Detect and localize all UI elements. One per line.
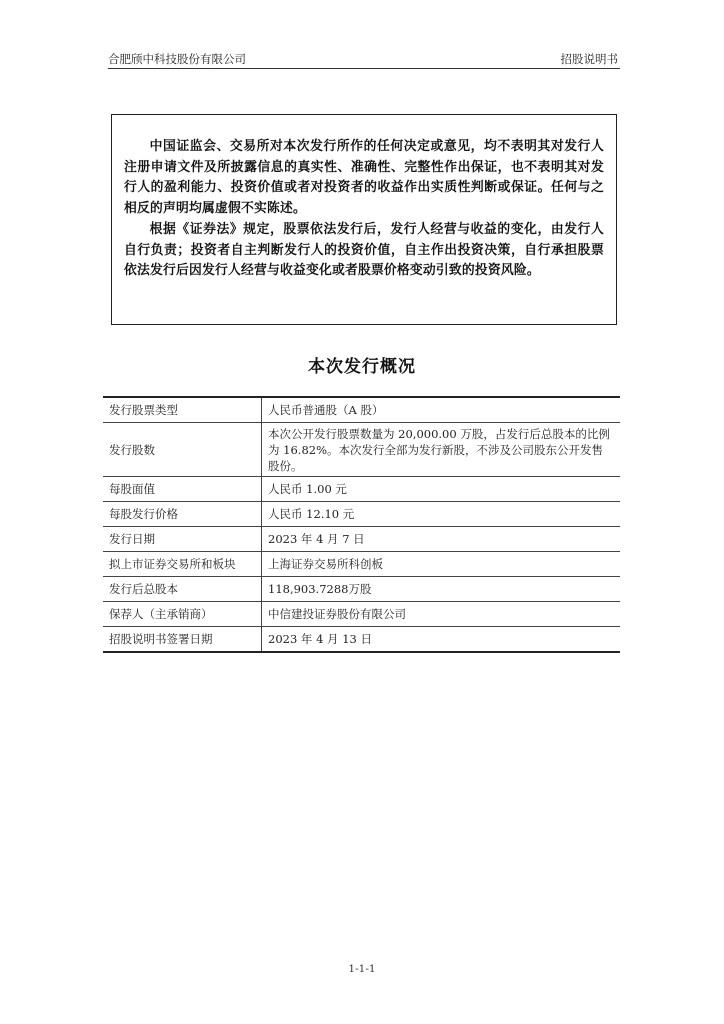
row-label: 发行后总股本: [103, 577, 262, 602]
company-name: 合肥颀中科技股份有限公司: [108, 52, 246, 66]
row-label: 招股说明书签署日期: [103, 627, 262, 653]
table-row: [103, 527, 620, 552]
table-row: [103, 577, 620, 602]
notice-paragraph: 根据《证券法》规定，股票依法发行后，发行人经营与收益的变化，由发行人自行负责；投资者自主判断发行人的投资价值，自主作出投资决策，自行承担股票依法发行后因发行人经营与收益变化或者股票价格变动引致的投资风险。: [124, 222, 604, 278]
row-label: 每股发行价格: [103, 502, 262, 527]
page-number: 1-1-1: [348, 963, 376, 975]
row-value: 人民币 12.10 元: [262, 502, 621, 527]
table-row: [103, 502, 620, 527]
row-label: 每股面值: [103, 477, 262, 502]
row-value: 2023 年 4 月 7 日: [262, 527, 621, 552]
row-label: 保荐人（主承销商）: [103, 602, 262, 627]
row-value: 上海证券交易所科创板: [262, 552, 621, 577]
table-row: [103, 552, 620, 577]
row-value: 人民币 1.00 元: [262, 477, 621, 502]
row-value: 118,903.7288万股: [262, 577, 621, 602]
table-row: [103, 477, 620, 502]
notice-paragraph: 中国证监会、交易所对本次发行所作的任何决定或意见，均不表明其对发行人注册申请文件及所披露信息的真实性、准确性、完整性作出保证，也不表明其对发行人的盈利能力、投资价值或者对投资者的收益作出实质性判断或保证。任何与之相反的声明均属虚假不实陈述。: [124, 139, 604, 216]
table-row: [103, 602, 620, 627]
row-value: 人民币普通股（A 股）: [262, 397, 621, 423]
regulatory-notice-box: [111, 114, 617, 325]
document-type: 招股说明书: [560, 52, 618, 66]
page-header: [108, 50, 620, 69]
table-row: [103, 397, 620, 423]
row-value: 本次公开发行股票数量为 20,000.00 万股，占发行后总股本的比例为 16.82%。本次发行全部为发行新股，不涉及公司股东公开发售股份。: [262, 423, 621, 477]
row-label: 发行日期: [103, 527, 262, 552]
row-label: 发行股数: [103, 423, 262, 477]
row-label: 拟上市证券交易所和板块: [103, 552, 262, 577]
offering-overview-table: [103, 396, 620, 653]
row-label: 发行股票类型: [103, 397, 262, 423]
row-value: 2023 年 4 月 13 日: [262, 627, 621, 653]
table-row: [103, 627, 620, 653]
table-row: [103, 423, 620, 477]
row-value: 中信建投证券股份有限公司: [262, 602, 621, 627]
section-title: 本次发行概况: [308, 357, 416, 377]
